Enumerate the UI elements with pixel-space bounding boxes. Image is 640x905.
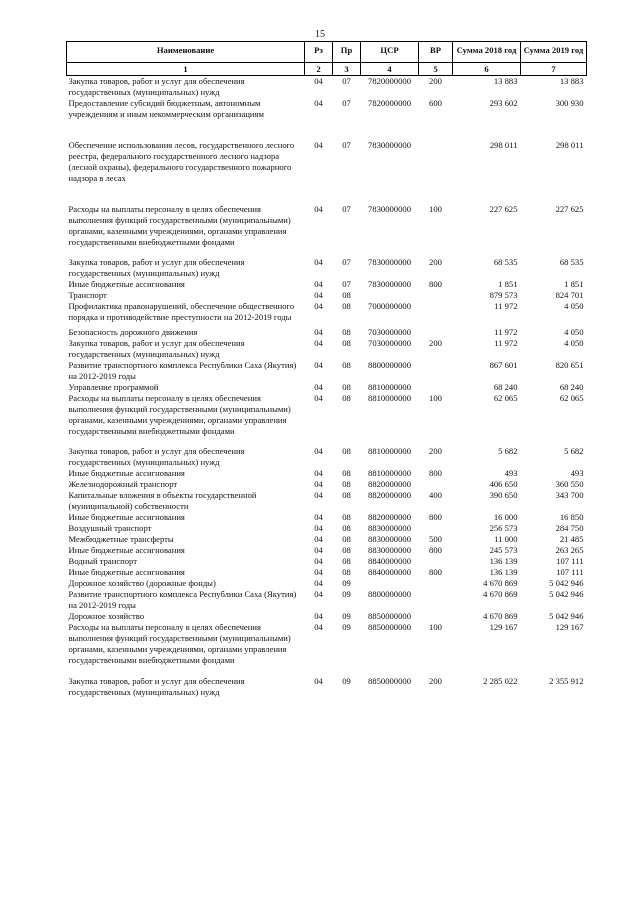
row-vr — [419, 290, 453, 301]
row-name: Межбюджетные трансферты — [68, 534, 174, 544]
row-vr: 100 — [429, 204, 442, 214]
header-rz: Рз — [305, 42, 333, 63]
row-sum-2019: 5 682 — [564, 446, 584, 456]
row-vr: 800 — [429, 468, 442, 478]
row-csr — [361, 578, 419, 589]
row-name: Расходы на выплаты персоналу в целях обеспечения выполнения функций государственными (муниципальными) органами, казенными учреждениями, органами управления государственными внебюджетными фондами — [68, 393, 291, 436]
row-rz: 04 — [314, 611, 323, 621]
row-name: Безопасность дорожного движения — [68, 327, 198, 337]
row-sum-2018: 390 650 — [489, 490, 518, 500]
column-number: 6 — [453, 63, 521, 76]
table-row — [67, 98, 587, 140]
table-row — [67, 468, 587, 479]
table-row — [67, 622, 587, 676]
table-row — [67, 446, 587, 468]
row-sum-2018: 129 167 — [489, 622, 518, 632]
row-pr: 09 — [342, 676, 351, 686]
row-sum-2018: 68 535 — [493, 257, 518, 267]
row-rz: 04 — [314, 382, 323, 392]
table-row — [67, 290, 587, 301]
row-rz: 04 — [314, 360, 323, 370]
row-sum-2018: 406 650 — [489, 479, 518, 489]
table-row — [67, 534, 587, 545]
row-csr: 8810000000 — [368, 382, 411, 392]
row-sum-2019: 68 240 — [559, 382, 584, 392]
row-name: Управление программой — [68, 382, 159, 392]
row-name: Профилактика правонарушений, обеспечение общественного порядка и противодействие преступности на 2012-2019 годы — [68, 301, 295, 322]
row-csr: 7000000000 — [368, 301, 411, 311]
table-row — [67, 76, 587, 99]
row-csr: 8800000000 — [368, 589, 411, 599]
row-name: Транспорт — [68, 290, 107, 300]
row-vr: 800 — [429, 279, 442, 289]
row-sum-2019: 16 850 — [559, 512, 584, 522]
row-rz: 04 — [314, 301, 323, 311]
table-row — [67, 523, 587, 534]
row-name: Железнодорожный транспорт — [68, 479, 178, 489]
row-pr: 08 — [342, 290, 351, 300]
table-row — [67, 578, 587, 589]
row-name: Закупка товаров, работ и услуг для обеспечения государственных (муниципальных) нужд — [68, 257, 245, 278]
row-rz: 04 — [314, 290, 323, 300]
table-row — [67, 611, 587, 622]
row-pr: 08 — [342, 446, 351, 456]
row-sum-2019: 263 265 — [555, 545, 584, 555]
row-csr: 7820000000 — [368, 98, 411, 108]
row-pr: 07 — [342, 98, 351, 108]
row-pr: 08 — [342, 393, 351, 403]
table-body — [67, 76, 587, 699]
row-sum-2019: 5 042 946 — [549, 578, 584, 588]
row-vr: 200 — [429, 338, 442, 348]
row-vr: 100 — [429, 393, 442, 403]
header-vr: ВР — [419, 42, 453, 63]
row-vr: 800 — [429, 567, 442, 577]
row-csr: 8830000000 — [368, 534, 411, 544]
row-sum-2018: 879 573 — [489, 290, 518, 300]
row-pr: 07 — [342, 140, 351, 150]
row-rz: 04 — [314, 523, 323, 533]
row-vr — [419, 479, 453, 490]
row-sum-2018: 16 000 — [493, 512, 518, 522]
row-sum-2019: 4 050 — [564, 301, 584, 311]
row-sum-2019: 360 550 — [555, 479, 584, 489]
row-sum-2019: 824 701 — [555, 290, 584, 300]
row-csr: 8820000000 — [368, 512, 411, 522]
column-number: 3 — [333, 63, 361, 76]
row-sum-2019: 300 930 — [555, 98, 584, 108]
row-csr: 7030000000 — [368, 338, 411, 348]
row-name: Иные бюджетные ассигнования — [68, 468, 185, 478]
header-name: Наименование — [67, 42, 305, 63]
header-sum-2019: Сумма 2019 год — [521, 42, 587, 63]
row-name: Закупка товаров, работ и услуг для обеспечения государственных (муниципальных) нужд — [68, 446, 245, 467]
row-name: Обеспечение использования лесов, государственного лесного реестра, федерального государственного лесного надзора (лесной охраны), федерального государственного пожарного надзора в лесах — [68, 140, 295, 183]
row-pr: 07 — [342, 257, 351, 267]
row-rz: 04 — [314, 676, 323, 686]
row-sum-2019: 68 535 — [559, 257, 584, 267]
row-csr: 8830000000 — [368, 545, 411, 555]
table-row — [67, 676, 587, 698]
row-sum-2019: 21 485 — [559, 534, 584, 544]
row-sum-2018: 867 601 — [489, 360, 518, 370]
row-sum-2019: 107 111 — [556, 567, 584, 577]
row-sum-2018: 493 — [504, 468, 518, 478]
column-number: 4 — [361, 63, 419, 76]
row-pr: 08 — [342, 301, 351, 311]
table-row — [67, 140, 587, 204]
row-name: Иные бюджетные ассигнования — [68, 512, 185, 522]
row-sum-2018: 4 670 869 — [483, 611, 518, 621]
row-name: Расходы на выплаты персоналу в целях обеспечения выполнения функций государственными (муниципальными) органами, казенными учреждениями, органами управления государственными внебюджетными фондами — [68, 622, 291, 665]
row-sum-2018: 11 972 — [494, 338, 518, 348]
row-name: Расходы на выплаты персоналу в целях обеспечения выполнения функций государственными (муниципальными) органами, казенными учреждениями, органами управления государственными внебюджетными фондами — [68, 204, 291, 247]
row-sum-2018: 5 682 — [498, 446, 518, 456]
row-rz: 04 — [314, 512, 323, 522]
row-sum-2019: 5 042 946 — [549, 611, 584, 621]
table-row — [67, 301, 587, 327]
row-csr: 8840000000 — [368, 556, 411, 566]
row-csr: 7830000000 — [368, 257, 411, 267]
row-rz: 04 — [314, 98, 323, 108]
row-csr: 7820000000 — [368, 76, 411, 86]
row-rz: 04 — [314, 578, 323, 588]
table-row — [67, 257, 587, 279]
row-rz: 04 — [314, 589, 323, 599]
row-pr: 08 — [342, 556, 351, 566]
row-pr: 07 — [342, 76, 351, 86]
row-vr: 600 — [429, 98, 442, 108]
row-sum-2018: 11 972 — [494, 327, 518, 337]
row-rz: 04 — [314, 490, 323, 500]
row-vr: 100 — [429, 622, 442, 632]
row-pr: 09 — [342, 611, 351, 621]
row-rz: 04 — [314, 204, 323, 214]
row-vr: 800 — [429, 512, 442, 522]
row-sum-2018: 2 285 022 — [483, 676, 518, 686]
row-csr — [361, 290, 419, 301]
row-sum-2018: 136 139 — [489, 556, 518, 566]
row-pr: 08 — [342, 545, 351, 555]
row-sum-2018: 227 625 — [489, 204, 518, 214]
budget-table — [66, 41, 587, 698]
row-sum-2019: 2 355 912 — [549, 676, 584, 686]
row-rz: 04 — [314, 393, 323, 403]
row-sum-2018: 136 139 — [489, 567, 518, 577]
row-vr — [419, 578, 453, 589]
row-name: Предоставление субсидий бюджетным, автономным учреждениям и иным некоммерческим организациям — [68, 98, 264, 119]
row-pr: 09 — [342, 589, 351, 599]
row-pr: 08 — [342, 567, 351, 577]
row-pr: 08 — [342, 479, 351, 489]
row-name: Капитальные вложения в объекты государственной (муниципальной) собственности — [68, 490, 257, 511]
page-number: 15 — [315, 29, 325, 40]
row-sum-2019: 107 111 — [556, 556, 584, 566]
row-vr — [419, 589, 453, 611]
row-vr: 200 — [429, 76, 442, 86]
column-number: 5 — [419, 63, 453, 76]
row-vr — [419, 360, 453, 382]
row-rz: 04 — [314, 622, 323, 632]
table-row — [67, 338, 587, 360]
row-name: Иные бюджетные ассигнования — [68, 279, 185, 289]
row-csr: 8810000000 — [368, 393, 411, 403]
row-sum-2018: 11 000 — [494, 534, 518, 544]
row-rz: 04 — [314, 327, 323, 337]
column-number: 1 — [67, 63, 305, 76]
row-sum-2019: 1 851 — [564, 279, 584, 289]
row-csr: 8850000000 — [368, 676, 411, 686]
row-sum-2019: 62 065 — [559, 393, 584, 403]
table-row — [67, 204, 587, 257]
table-row — [67, 479, 587, 490]
row-vr: 400 — [429, 490, 442, 500]
row-rz: 04 — [314, 279, 323, 289]
row-pr: 07 — [342, 279, 351, 289]
row-name: Дорожное хозяйство — [68, 611, 145, 621]
row-pr: 08 — [342, 534, 351, 544]
header-pr: Пр — [333, 42, 361, 63]
table-row — [67, 589, 587, 611]
row-vr: 500 — [429, 534, 442, 544]
row-sum-2019: 227 625 — [555, 204, 584, 214]
row-sum-2018: 4 670 869 — [483, 589, 518, 599]
row-pr: 08 — [342, 360, 351, 370]
row-vr — [419, 327, 453, 338]
row-pr: 08 — [342, 327, 351, 337]
row-sum-2018: 1 851 — [498, 279, 518, 289]
row-csr: 8810000000 — [368, 468, 411, 478]
row-rz: 04 — [314, 338, 323, 348]
table-row — [67, 545, 587, 556]
row-name: Закупка товаров, работ и услуг для обеспечения государственных (муниципальных) нужд — [68, 676, 245, 697]
row-pr: 08 — [342, 523, 351, 533]
row-name: Иные бюджетные ассигнования — [68, 545, 185, 555]
row-vr — [419, 382, 453, 393]
row-csr: 8810000000 — [368, 446, 411, 456]
row-csr: 8820000000 — [368, 490, 411, 500]
row-vr: 200 — [429, 257, 442, 267]
row-csr: 7030000000 — [368, 327, 411, 337]
column-number: 7 — [521, 63, 587, 76]
row-name: Водный транспорт — [68, 556, 137, 566]
row-sum-2018: 293 602 — [489, 98, 518, 108]
row-vr — [419, 523, 453, 534]
row-csr: 7830000000 — [368, 279, 411, 289]
row-rz: 04 — [314, 534, 323, 544]
table-row — [67, 279, 587, 290]
column-number-row — [67, 63, 587, 76]
row-name: Развитие транспортного комплекса Республики Саха (Якутия) на 2012-2019 годы — [68, 589, 297, 610]
row-pr: 08 — [342, 382, 351, 392]
row-pr: 09 — [342, 578, 351, 588]
row-vr: 800 — [429, 545, 442, 555]
header-sum-2018: Сумма 2018 год — [453, 42, 521, 63]
row-csr: 7830000000 — [368, 140, 411, 150]
table-row — [67, 393, 587, 446]
row-pr: 08 — [342, 512, 351, 522]
row-rz: 04 — [314, 446, 323, 456]
row-pr: 08 — [342, 490, 351, 500]
row-pr: 07 — [342, 204, 351, 214]
row-sum-2019: 13 883 — [559, 76, 584, 86]
table-row — [67, 567, 587, 578]
row-vr: 200 — [429, 446, 442, 456]
row-csr: 8800000000 — [368, 360, 411, 370]
row-name: Закупка товаров, работ и услуг для обеспечения государственных (муниципальных) нужд — [68, 76, 245, 97]
row-sum-2018: 298 011 — [489, 140, 518, 150]
row-pr: 09 — [342, 622, 351, 632]
row-rz: 04 — [314, 140, 323, 150]
header-csr: ЦСР — [361, 42, 419, 63]
row-csr: 8850000000 — [368, 622, 411, 632]
row-sum-2019: 284 750 — [555, 523, 584, 533]
row-sum-2019: 820 651 — [555, 360, 584, 370]
row-name: Развитие транспортного комплекса Республики Саха (Якутия) на 2012-2019 годы — [68, 360, 297, 381]
row-sum-2019: 493 — [570, 468, 584, 478]
row-sum-2019: 298 011 — [555, 140, 584, 150]
row-sum-2019: 4 050 — [564, 327, 584, 337]
row-sum-2018: 4 670 869 — [483, 578, 518, 588]
row-name: Воздушный транспорт — [68, 523, 152, 533]
row-rz: 04 — [314, 76, 323, 86]
row-csr: 8850000000 — [368, 611, 411, 621]
row-vr — [419, 140, 453, 204]
row-rz: 04 — [314, 567, 323, 577]
row-rz: 04 — [314, 257, 323, 267]
row-sum-2019: 4 050 — [564, 338, 584, 348]
row-sum-2018: 256 573 — [489, 523, 518, 533]
row-vr — [419, 611, 453, 622]
row-csr: 8830000000 — [368, 523, 411, 533]
row-csr: 8820000000 — [368, 479, 411, 489]
row-pr: 08 — [342, 338, 351, 348]
row-sum-2018: 62 065 — [493, 393, 518, 403]
row-name: Дорожное хозяйство (дорожные фонды) — [68, 578, 216, 588]
row-sum-2018: 13 883 — [493, 76, 518, 86]
table-row — [67, 327, 587, 338]
header-row — [67, 42, 587, 63]
row-name: Иные бюджетные ассигнования — [68, 567, 185, 577]
table-row — [67, 512, 587, 523]
row-vr: 200 — [429, 676, 442, 686]
row-rz: 04 — [314, 545, 323, 555]
row-sum-2018: 245 573 — [489, 545, 518, 555]
table-row — [67, 360, 587, 382]
row-vr — [419, 301, 453, 327]
column-number: 2 — [305, 63, 333, 76]
row-pr: 08 — [342, 468, 351, 478]
table-row — [67, 382, 587, 393]
row-csr: 8840000000 — [368, 567, 411, 577]
row-name: Закупка товаров, работ и услуг для обеспечения государственных (муниципальных) нужд — [68, 338, 245, 359]
row-sum-2018: 11 972 — [494, 301, 518, 311]
table-row — [67, 556, 587, 567]
row-csr: 7830000000 — [368, 204, 411, 214]
row-sum-2018: 68 240 — [493, 382, 518, 392]
row-rz: 04 — [314, 479, 323, 489]
row-vr — [419, 556, 453, 567]
table-row — [67, 490, 587, 512]
row-sum-2019: 129 167 — [555, 622, 584, 632]
row-sum-2019: 5 042 946 — [549, 589, 584, 599]
row-sum-2019: 343 700 — [555, 490, 584, 500]
row-rz: 04 — [314, 468, 323, 478]
row-rz: 04 — [314, 556, 323, 566]
